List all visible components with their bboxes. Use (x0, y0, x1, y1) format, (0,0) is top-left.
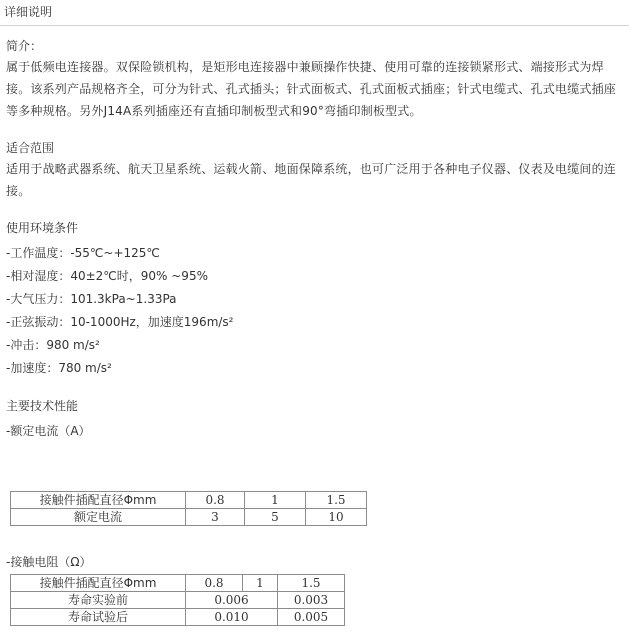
table-cell: 0.005 (278, 609, 345, 626)
table-cell: 接触件插配直径Φmm (11, 492, 186, 509)
table-row (11, 609, 345, 626)
table-cell: 10 (306, 509, 367, 526)
table-row (11, 592, 345, 609)
header-divider (0, 25, 629, 26)
scope-heading: 适合范围 (6, 141, 55, 155)
contact-resistance-label: -接触电阻（Ω） (6, 555, 92, 569)
table-cell: 0.006 (186, 592, 278, 609)
table-cell: 0.8 (186, 492, 245, 509)
table-cell: 接触件插配直径Φmm (11, 575, 186, 592)
table-cell: 1 (245, 492, 306, 509)
environment-item: -工作温度：-55℃~+125℃ (6, 246, 160, 260)
scope-text: 适用于战略武器系统、航天卫星系统、运载火箭、地面保障系统，也可广泛用于各种电子仪器、仪表及电缆间的连接。 (6, 162, 617, 198)
rated-current-label: -额定电流（A） (6, 424, 91, 438)
table-cell: 寿命实验前 (11, 592, 186, 609)
table-cell: 0.8 (186, 575, 243, 592)
table-row (11, 575, 345, 592)
rated-current-table (10, 491, 367, 526)
page-title: 详细说明 (4, 5, 53, 19)
table-cell: 额定电流 (11, 509, 186, 526)
table-cell: 5 (245, 509, 306, 526)
environment-item: -加速度：780 m/s² (6, 361, 112, 375)
performance-heading: 主要技术性能 (6, 399, 79, 413)
table-cell: 1.5 (278, 575, 345, 592)
table-cell: 寿命试验后 (11, 609, 186, 626)
environment-item: -正弦振动：10-1000Hz，加速度196m/s² (6, 315, 234, 329)
environment-item: -相对湿度：40±2℃时，90% ~95% (6, 269, 208, 283)
table-cell: 0.010 (186, 609, 278, 626)
table-row (11, 509, 367, 526)
contact-resistance-table (10, 574, 345, 626)
table-cell: 1 (243, 575, 278, 592)
intro-text: 属于低频电连接器。双保险锁机构，是矩形电连接器中兼顾操作快捷、使用可靠的连接锁紧形式、端接形式为焊接。该系列产品规格齐全，可分为针式、孔式插头；针式面板式、孔式面板式插座；针式电缆式、孔式电缆式插座等多种规格。另外J14A系列插座还有直插印制板型式和90°弯插印制板型式。 (6, 60, 617, 118)
table-cell: 0.003 (278, 592, 345, 609)
table-row (11, 492, 367, 509)
environment-heading: 使用环境条件 (6, 221, 79, 235)
environment-item: -大气压力：101.3kPa~1.33Pa (6, 292, 177, 306)
environment-item: -冲击：980 m/s² (6, 338, 100, 352)
detail-content (6, 36, 620, 443)
table-cell: 1.5 (306, 492, 367, 509)
table-cell: 3 (186, 509, 245, 526)
intro-heading: 简介： (6, 39, 43, 53)
